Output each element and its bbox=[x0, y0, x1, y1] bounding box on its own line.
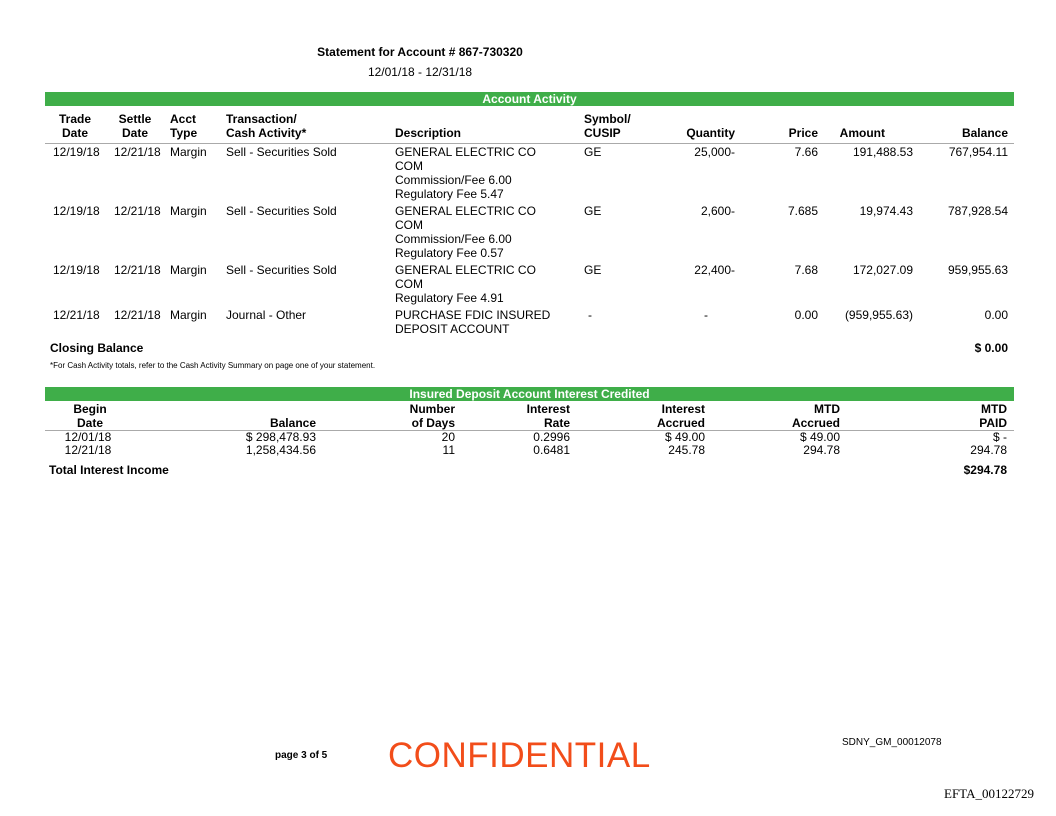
description: GENERAL ELECTRIC CO COM Commission/Fee 6.00 Regulatory Fee 0.57 bbox=[395, 204, 536, 260]
price: 7.66 bbox=[794, 145, 818, 159]
col-price: Price bbox=[788, 126, 818, 140]
col-amount: Amount bbox=[839, 126, 885, 140]
closing-balance-value: $ 0.00 bbox=[974, 341, 1008, 355]
rate: 0.2996 bbox=[533, 430, 570, 444]
confidential-stamp: CONFIDENTIAL bbox=[388, 736, 651, 775]
settle-date: 12/21/18 bbox=[114, 204, 161, 218]
quantity: - bbox=[704, 308, 708, 322]
mtd-accrued: $ 49.00 bbox=[799, 430, 840, 444]
transaction: Sell - Securities Sold bbox=[226, 263, 337, 277]
balance: 787,928.54 bbox=[947, 204, 1008, 218]
trade-date: 12/21/18 bbox=[53, 308, 100, 322]
interest-header-bar: Insured Deposit Account Interest Credited bbox=[45, 387, 1014, 401]
mtd-accrued: 294.78 bbox=[803, 443, 840, 457]
settle-date: 12/21/18 bbox=[114, 263, 161, 277]
balance: 767,954.11 bbox=[948, 145, 1008, 159]
symbol: GE bbox=[584, 145, 602, 159]
efta-number: EFTA_00122729 bbox=[944, 786, 1034, 801]
trade-date: 12/19/18 bbox=[53, 204, 100, 218]
price: 0.00 bbox=[794, 308, 818, 322]
total-interest-value: $294.78 bbox=[963, 463, 1007, 477]
amount: (959,955.63) bbox=[844, 308, 913, 322]
page-number: page 3 of 5 bbox=[275, 750, 328, 761]
col-trade-date: Trade Date bbox=[58, 112, 91, 140]
begin-date: 12/01/18 bbox=[64, 430, 112, 444]
balance: 1,258,434.56 bbox=[245, 443, 316, 457]
trade-date: 12/19/18 bbox=[53, 145, 100, 159]
description: PURCHASE FDIC INSURED DEPOSIT ACCOUNT bbox=[395, 308, 551, 336]
rate: 0.6481 bbox=[533, 443, 570, 457]
statement-title: Statement for Account # 867-730320 bbox=[317, 45, 523, 59]
col-transaction: Transaction/ Cash Activity* bbox=[226, 112, 307, 140]
statement-period: 12/01/18 - 12/31/18 bbox=[367, 65, 473, 79]
trade-date: 12/19/18 bbox=[53, 263, 100, 277]
col-begin-date: Begin Date bbox=[73, 402, 107, 430]
col-mtd-accrued: MTD Accrued bbox=[791, 402, 840, 430]
acct-type: Margin bbox=[170, 204, 207, 218]
amount: 172,027.09 bbox=[852, 263, 913, 277]
begin-date: 12/21/18 bbox=[64, 443, 112, 457]
quantity: 2,600- bbox=[700, 204, 735, 218]
days: 11 bbox=[442, 443, 455, 457]
col-balance: Balance bbox=[961, 126, 1008, 140]
accrued: $ 49.00 bbox=[664, 430, 705, 444]
col-settle-date: Settle Date bbox=[118, 112, 152, 140]
description: GENERAL ELECTRIC CO COM Regulatory Fee 4.91 bbox=[395, 263, 536, 305]
price: 7.68 bbox=[794, 263, 818, 277]
balance: 0.00 bbox=[984, 308, 1008, 322]
col-quantity: Quantity bbox=[686, 126, 735, 140]
symbol: GE bbox=[584, 263, 602, 277]
transaction: Sell - Securities Sold bbox=[226, 204, 337, 218]
account-activity-header-bar: Account Activity bbox=[45, 92, 1014, 106]
activity-header-divider bbox=[45, 143, 1014, 144]
symbol: - bbox=[588, 308, 592, 322]
days: 20 bbox=[441, 430, 455, 444]
amount: 19,974.43 bbox=[859, 204, 913, 218]
cash-activity-footnote: *For Cash Activity totals, refer to the Cash Activity Summary on page one of your statement. bbox=[50, 361, 376, 370]
col-description: Description bbox=[395, 126, 462, 140]
acct-type: Margin bbox=[170, 308, 207, 322]
price: 7.685 bbox=[787, 204, 818, 218]
bates-number: SDNY_GM_00012078 bbox=[842, 737, 942, 748]
col-balance: Balance bbox=[269, 416, 316, 430]
quantity: 25,000- bbox=[694, 145, 735, 159]
mtd-paid: $ - bbox=[992, 430, 1007, 444]
col-interest-accrued: Interest Accrued bbox=[656, 402, 705, 430]
transaction: Sell - Securities Sold bbox=[226, 145, 337, 159]
balance: $ 298,478.93 bbox=[245, 430, 316, 444]
col-mtd-paid: MTD PAID bbox=[979, 402, 1007, 430]
col-rate: Interest Rate bbox=[526, 402, 570, 430]
description: GENERAL ELECTRIC CO COM Commission/Fee 6.00 Regulatory Fee 5.47 bbox=[395, 145, 536, 201]
acct-type: Margin bbox=[170, 263, 207, 277]
acct-type: Margin bbox=[170, 145, 207, 159]
mtd-paid: 294.78 bbox=[970, 443, 1007, 457]
col-acct-type: Acct Type bbox=[170, 112, 198, 140]
col-days: Number of Days bbox=[409, 402, 455, 430]
transaction: Journal - Other bbox=[226, 308, 307, 322]
symbol: GE bbox=[584, 204, 602, 218]
amount: 191,488.53 bbox=[852, 145, 913, 159]
closing-balance-label: Closing Balance bbox=[50, 341, 144, 355]
settle-date: 12/21/18 bbox=[114, 308, 161, 322]
col-symbol: Symbol/ CUSIP bbox=[584, 112, 631, 140]
balance: 959,955.63 bbox=[947, 263, 1008, 277]
settle-date: 12/21/18 bbox=[114, 145, 161, 159]
quantity: 22,400- bbox=[694, 263, 735, 277]
total-interest-label: Total Interest Income bbox=[49, 463, 169, 477]
accrued: 245.78 bbox=[668, 443, 705, 457]
